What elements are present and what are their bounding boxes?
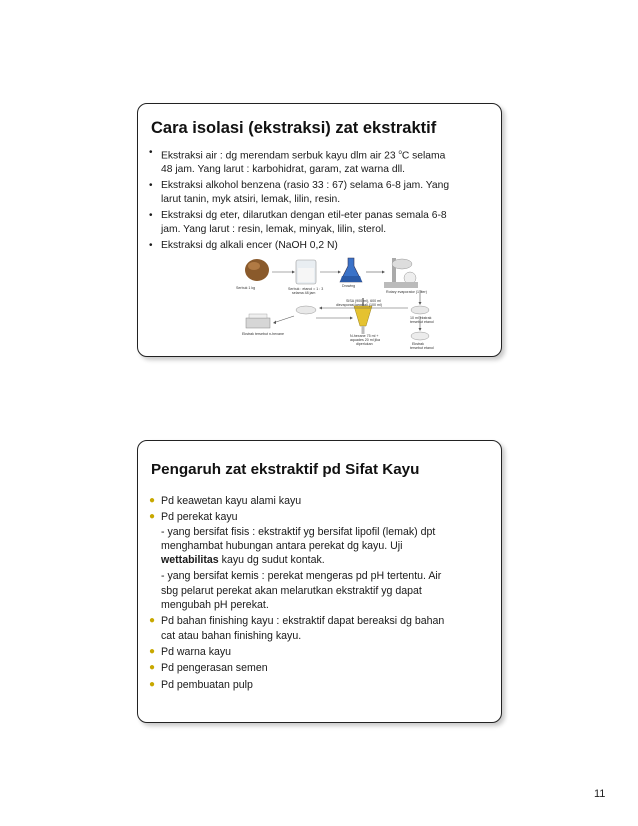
caption-sisa: SISA (900 ml), 600 ml xyxy=(346,299,381,303)
caption-nhexane: N-hexane 75 ml + xyxy=(350,334,379,338)
petri-dish-icon xyxy=(411,306,429,314)
bullet-icon: • xyxy=(149,147,153,158)
caption-ekstrak-nhexane: Ekstrak tersebut n-hexane xyxy=(242,332,284,336)
list-item: ● Pd warna kayu xyxy=(149,645,232,658)
slide-2 xyxy=(137,440,502,723)
page-number: 11 xyxy=(594,788,606,800)
caption-soak-duration: selama 48 jam xyxy=(292,291,316,295)
bullet-icon: • xyxy=(149,180,153,192)
list-item: ● Pd pembuatan pulp xyxy=(149,678,253,691)
list-item: ● Pd bahan finishing kayu : ekstraktif dapat bereaksi dg bahan cat atau bahan finishing kayu. xyxy=(149,615,445,642)
bullet-icon: ● xyxy=(149,511,156,523)
caption-serbuk: Serbuk 1 kg xyxy=(236,286,256,290)
list-item: ● Pd pengerasan semen xyxy=(149,662,268,675)
caption-drowing: Drowing xyxy=(342,284,356,288)
slide-1-title: Cara isolasi (ekstraksi) zat ekstraktif xyxy=(151,119,437,137)
sawdust-icon xyxy=(245,259,269,281)
caption-soak: Serbuk : etanol = 1 : 3 xyxy=(288,287,324,291)
caption-sisa-evap: dievaporasi kembali (100 ml) xyxy=(336,303,382,307)
bullet-icon: ● xyxy=(149,678,156,690)
slide-2-title: Pengaruh zat ekstraktif pd Sifat Kayu xyxy=(151,461,420,478)
balance-scale-icon xyxy=(246,314,270,328)
sub-item-fisis: - yang bersifat fisis : ekstraktif yg bersifat lipofil (lemak) dpt menghambat hubungan antara perekat dg kayu. Uji wettabilitas kayu dg sudut kontak. xyxy=(161,525,436,567)
list-item: • Ekstraksi air : dg merendam serbuk kayu dlm air 23 $^o$C selama 48 jam. Yang larut : karbohidrat, garam, zat warna dll. xyxy=(149,147,446,176)
list-item: • Ekstraksi dg alkali encer (NaOH 0,2 N) xyxy=(149,240,338,252)
caption-ekstrak-etanol: tersebut etanol xyxy=(410,346,434,350)
list-item: • Ekstraksi dg eter, dilarutkan dengan etil-eter panas semala 6-8 jam. Yang larut : resin, lemak, minyak, lilin, sterol. xyxy=(149,210,447,236)
rotary-evaporator-icon xyxy=(384,258,418,288)
bullet-icon: ● xyxy=(149,645,156,657)
list-item: ● Pd perekat kayu - yang bersifat fisis : ekstraktif yg bersifat lipofil (lemak) dpt menghambat hubungan antara perekat dg kayu. Uji wettabilitas kayu dg sudut kontak. - yang bersifat kemis : perekat mengeras pd pH tertentu. Air sbg pelarut perekat akan melarutkan ekstraktif yg dapat mengubah pH perekat. xyxy=(149,510,494,612)
bullet-icon: ● xyxy=(149,662,156,674)
bullet-icon: • xyxy=(149,210,153,222)
caption-rotary: Rotary evaporator (1 liter) xyxy=(386,290,427,294)
dish-icon xyxy=(296,306,316,314)
caption-10ml: 10 ml ekstrak xyxy=(410,316,432,320)
bullet-icon: ● xyxy=(149,615,156,627)
process-illustration xyxy=(232,256,432,352)
caption-ekstrak: Ekstrak xyxy=(412,342,424,346)
bullet-icon: ● xyxy=(149,495,156,506)
bullet-icon: • xyxy=(149,240,153,252)
slide-1-bullet-list xyxy=(149,146,494,255)
slide-2-bullet-list xyxy=(149,494,494,694)
caption-10ml-etanol: tersebut etanol xyxy=(410,320,434,324)
caption-diperlukan: diperlukan xyxy=(356,342,373,346)
list-item: ● Pd keawetan kayu alami kayu xyxy=(149,495,302,507)
petri-dish-icon xyxy=(411,332,429,340)
caption-aquades: aquades 20 ml jika xyxy=(350,338,380,342)
slide-1 xyxy=(137,103,502,357)
list-item: • Ekstraksi alkohol benzena (rasio 33 : 67) selama 6-8 jam. Yang larut tanin, myk atsiri, lemak, lilin, resin. xyxy=(149,180,450,206)
extraction-process-figure xyxy=(232,256,432,352)
sub-item-kemis: - yang bersifat kemis : perekat mengeras pd pH tertentu. Air sbg pelarut perekat akan melarutkan ekstraktif yg dapat mengubah pH perekat. xyxy=(161,570,442,612)
